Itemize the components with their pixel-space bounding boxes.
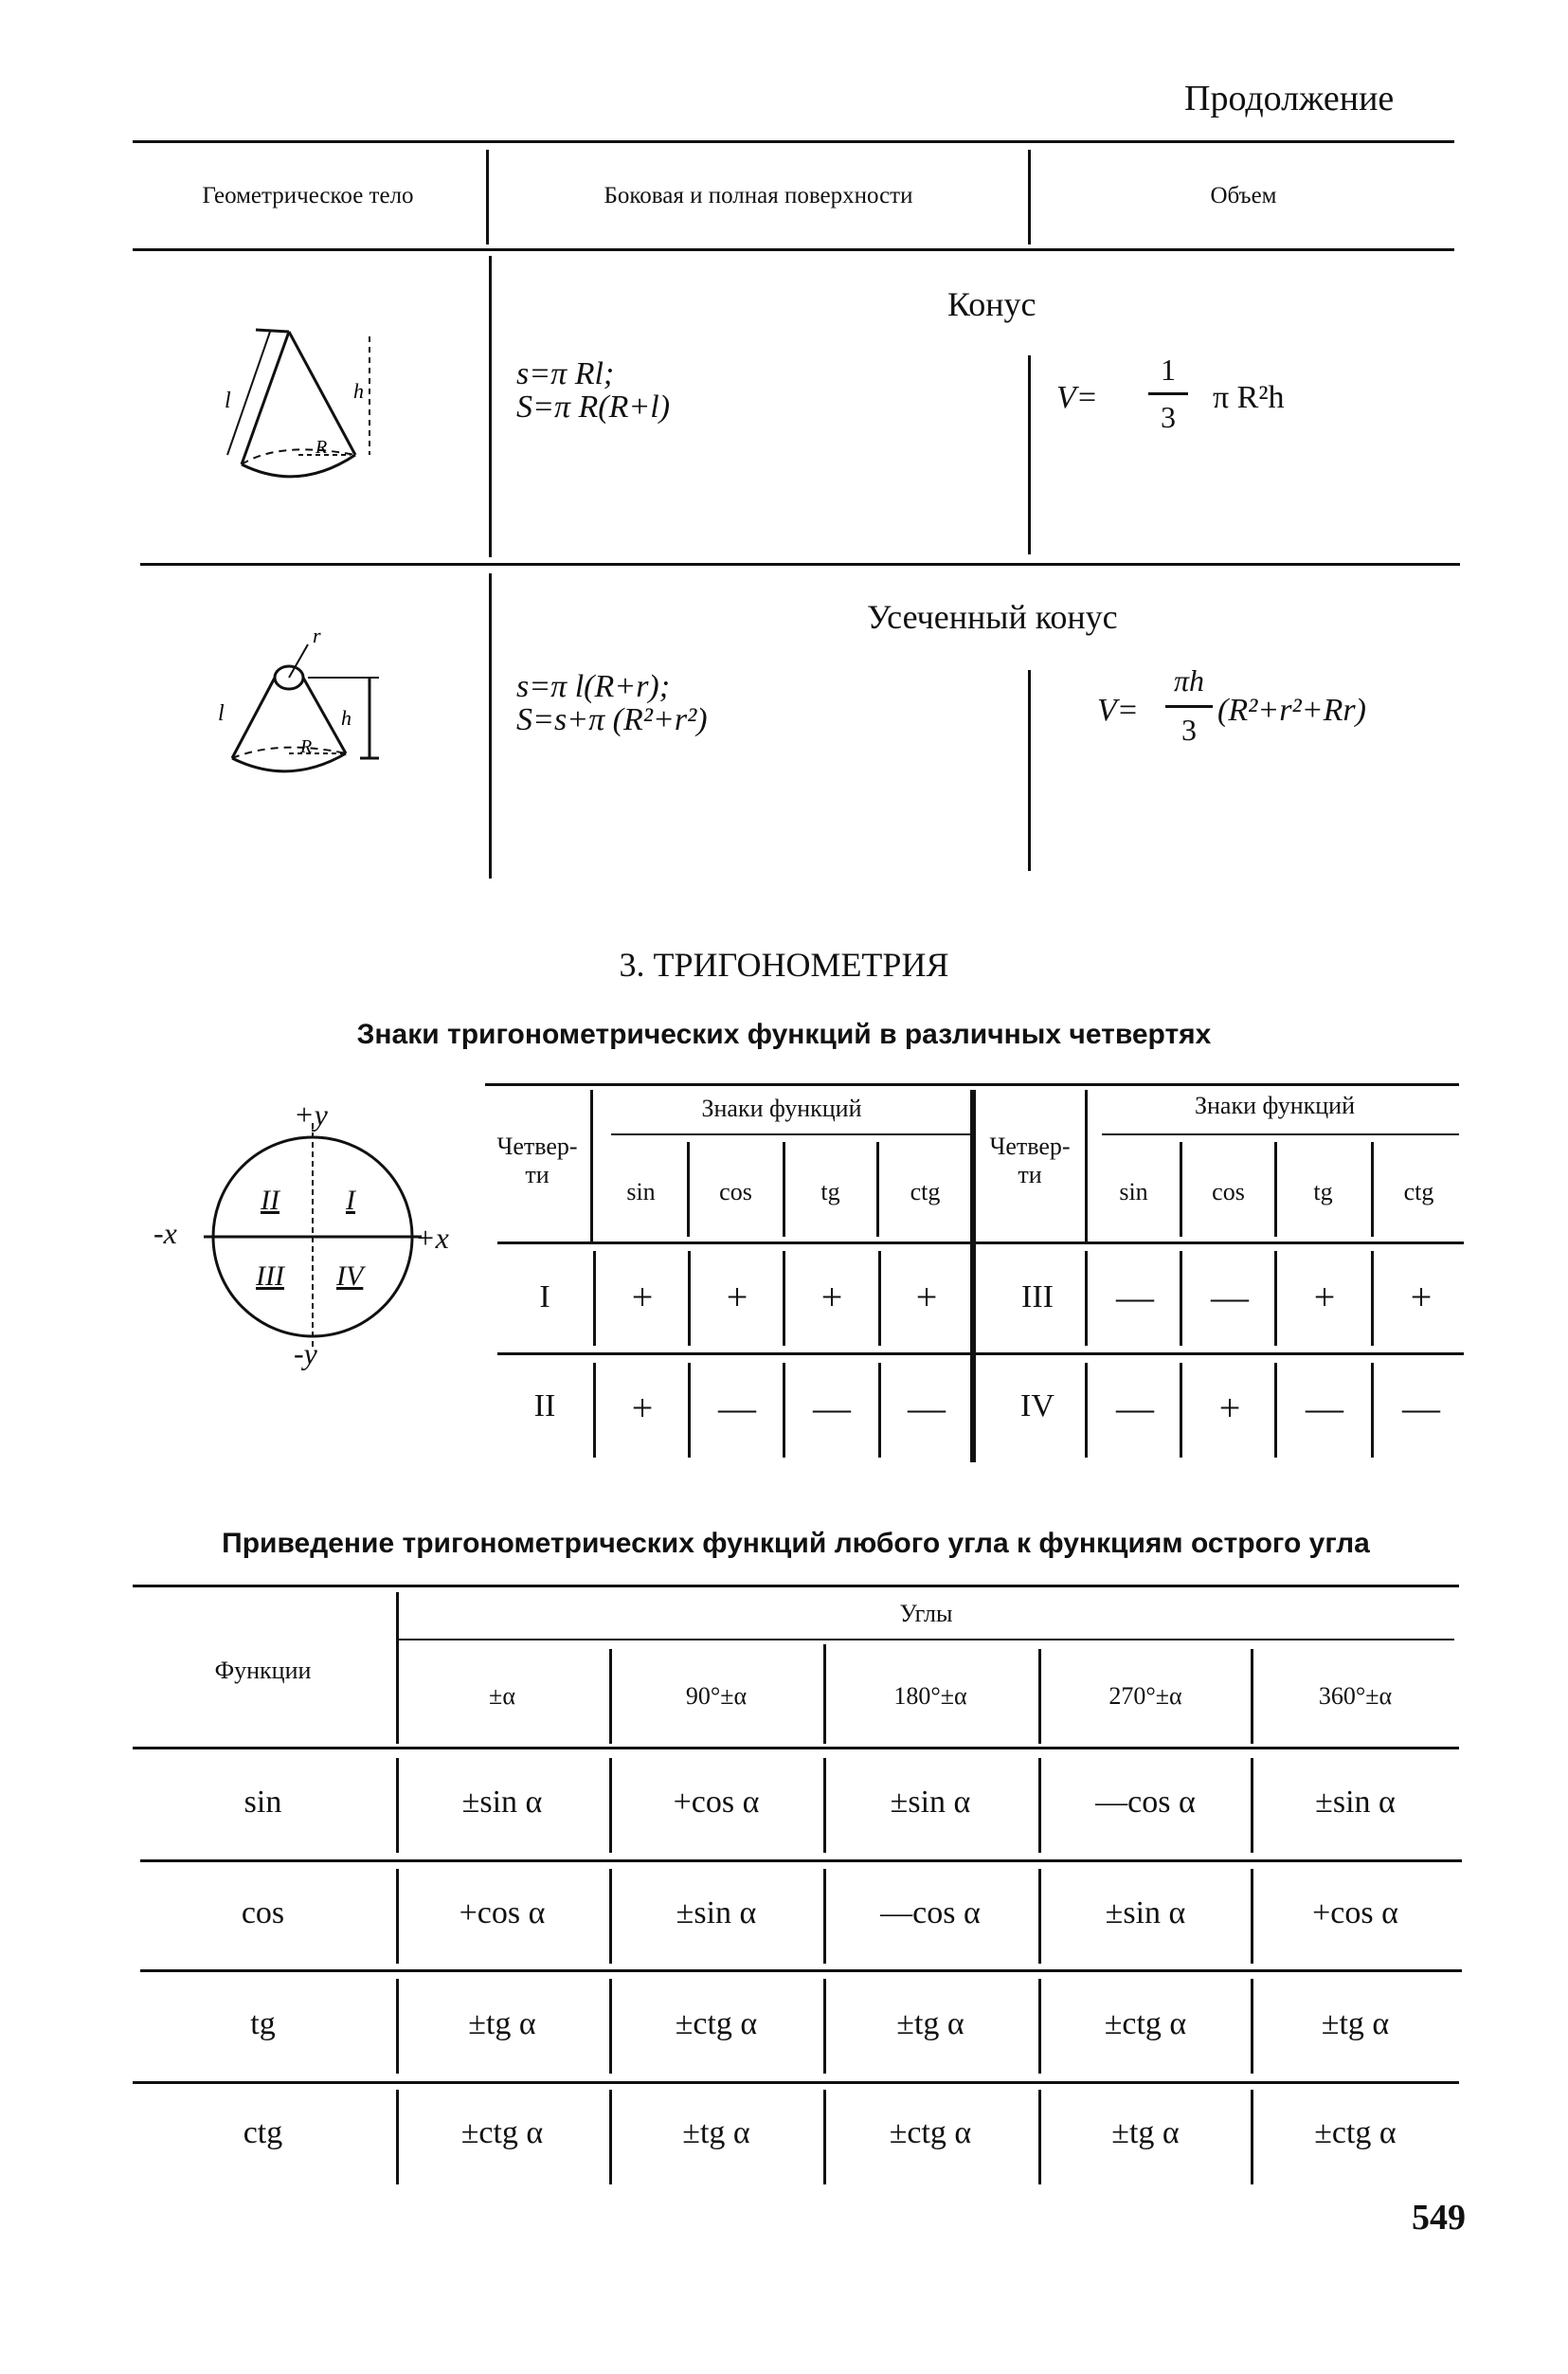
svg-text:h: h: [353, 379, 364, 403]
row-func-sin: sin: [243, 1785, 282, 1820]
quarter-I: I: [539, 1279, 550, 1314]
label-plus-y: +y: [294, 1097, 328, 1132]
cell-tg-90: ±ctg α: [675, 2006, 758, 2041]
cell-cos-360: +cos α: [1312, 1895, 1398, 1930]
cell-sin-270: —cos α: [1095, 1785, 1196, 1820]
sign-III-ctg: +: [1410, 1276, 1433, 1318]
quadrant-3-label: III: [256, 1260, 284, 1292]
fn-cos-left: cos: [719, 1178, 752, 1205]
cell-sin-0: ±sin α: [461, 1785, 543, 1820]
cell-tg-360: ±tg α: [1321, 2006, 1390, 2041]
header-surface: Боковая и полная поверхности: [604, 183, 913, 208]
signs-header-left: Знаки функций: [701, 1095, 862, 1122]
cone-volume-den: 3: [1161, 400, 1176, 434]
svg-text:R: R: [315, 437, 328, 458]
quarter-header-right: Четвер- ти: [989, 1133, 1071, 1188]
row-func-cos: cos: [241, 1895, 285, 1930]
fn-cos-right: cos: [1212, 1178, 1245, 1205]
frustum-volume-fraction-bar: [1165, 705, 1213, 708]
svg-text:h: h: [341, 706, 351, 730]
sign-III-sin: —: [1116, 1276, 1154, 1318]
sign-II-tg: —: [813, 1386, 851, 1429]
cell-cos-270: ±sin α: [1105, 1895, 1186, 1930]
svg-text:r: r: [313, 625, 321, 647]
fn-sin-left: sin: [626, 1178, 656, 1205]
sign-I-ctg: +: [915, 1276, 938, 1318]
frustum-lateral: s=π l(R+r);: [516, 669, 671, 704]
cell-cos-180: —cos α: [880, 1895, 981, 1930]
sign-III-cos: —: [1211, 1276, 1249, 1318]
page-number: 549: [1412, 2198, 1466, 2238]
cell-ctg-360: ±ctg α: [1314, 2115, 1397, 2150]
fn-tg-right: tg: [1313, 1178, 1333, 1205]
cell-ctg-0: ±ctg α: [460, 2115, 544, 2150]
sign-I-cos: +: [726, 1276, 748, 1318]
cell-ctg-90: ±tg α: [682, 2115, 750, 2150]
quadrant-1-label: I: [346, 1185, 355, 1216]
quarter-header-left: Четвер- ти: [496, 1133, 578, 1188]
angle-180: 180°±α: [893, 1682, 967, 1710]
sign-II-cos: —: [718, 1386, 756, 1429]
cone-full: S=π R(R+l): [516, 390, 671, 425]
cone-figure: [204, 313, 403, 502]
frustum-figure: [213, 625, 403, 796]
quarter-II: II: [533, 1388, 556, 1423]
cell-tg-0: ±tg α: [468, 2006, 536, 2041]
fn-ctg-left: ctg: [910, 1178, 941, 1205]
cell-sin-90: +cos α: [673, 1785, 760, 1820]
row-func-ctg: ctg: [243, 2115, 283, 2150]
sign-IV-sin: —: [1116, 1386, 1154, 1429]
row-func-tg: tg: [250, 2006, 276, 2041]
cone-title: Конус: [947, 285, 1036, 323]
frustum-full: S=s+π (R²+r²): [516, 702, 708, 737]
sign-III-tg: +: [1313, 1276, 1336, 1318]
cone-volume-num: 1: [1161, 353, 1176, 387]
sign-IV-cos: +: [1218, 1386, 1241, 1429]
section-title: 3. ТРИГОНОМЕТРИЯ: [619, 946, 949, 984]
cone-volume-lhs: V=: [1056, 380, 1098, 415]
cell-ctg-180: ±ctg α: [889, 2115, 972, 2150]
cone-lateral: s=π Rl;: [516, 356, 615, 391]
functions-header: Функции: [214, 1657, 312, 1684]
label-plus-x: +x: [415, 1221, 449, 1255]
sign-I-tg: +: [820, 1276, 843, 1318]
svg-text:R: R: [300, 736, 313, 757]
quarter-III: III: [1021, 1279, 1054, 1314]
cell-cos-90: ±sin α: [676, 1895, 757, 1930]
cone-volume-fraction-bar: [1148, 392, 1188, 395]
sign-II-ctg: —: [908, 1386, 946, 1429]
signs-title: Знаки тригонометрических функций в различных четвертях: [356, 1019, 1212, 1050]
fn-ctg-right: ctg: [1403, 1178, 1434, 1205]
quadrant-4-label: IV: [336, 1260, 364, 1292]
frustum-volume-num: πh: [1173, 663, 1205, 698]
cell-sin-360: ±sin α: [1315, 1785, 1396, 1820]
label-minus-y: -y: [294, 1336, 317, 1370]
sign-II-sin: +: [631, 1386, 654, 1429]
sign-I-sin: +: [631, 1276, 654, 1318]
cell-tg-180: ±tg α: [896, 2006, 964, 2041]
signs-header-right: Знаки функций: [1194, 1092, 1355, 1119]
fn-tg-left: tg: [820, 1178, 840, 1205]
angle-360: 360°±α: [1318, 1682, 1393, 1710]
header-volume: Объем: [1210, 183, 1277, 208]
sign-IV-tg: —: [1306, 1386, 1343, 1429]
cell-ctg-270: ±tg α: [1111, 2115, 1180, 2150]
angle-270: 270°±α: [1108, 1682, 1182, 1710]
svg-text:l: l: [225, 389, 231, 413]
frustum-volume-rhs: (R²+r²+Rr): [1217, 693, 1366, 728]
svg-text:l: l: [218, 701, 225, 726]
frustum-title: Усеченный конус: [867, 598, 1118, 636]
cell-sin-180: ±sin α: [890, 1785, 971, 1820]
quarter-IV: IV: [1020, 1388, 1054, 1423]
cone-volume-rhs: π R²h: [1213, 380, 1285, 415]
fn-sin-right: sin: [1119, 1178, 1148, 1205]
frustum-volume-lhs: V=: [1097, 693, 1139, 728]
cell-cos-0: +cos α: [459, 1895, 546, 1930]
angle-0: ±α: [489, 1682, 515, 1710]
header-solid: Геометрическое тело: [202, 183, 414, 208]
frustum-volume-den: 3: [1181, 713, 1197, 747]
continuation-label: Продолжение: [1184, 79, 1395, 118]
label-minus-x: -x: [153, 1216, 177, 1250]
angle-90: 90°±α: [685, 1682, 748, 1710]
quadrant-2-label: II: [261, 1185, 279, 1216]
sign-IV-ctg: —: [1402, 1386, 1440, 1429]
reduction-title: Приведение тригонометрических функций любого угла к функциям острого угла: [222, 1528, 1370, 1559]
cell-tg-270: ±ctg α: [1104, 2006, 1187, 2041]
angles-header: Углы: [899, 1600, 953, 1627]
